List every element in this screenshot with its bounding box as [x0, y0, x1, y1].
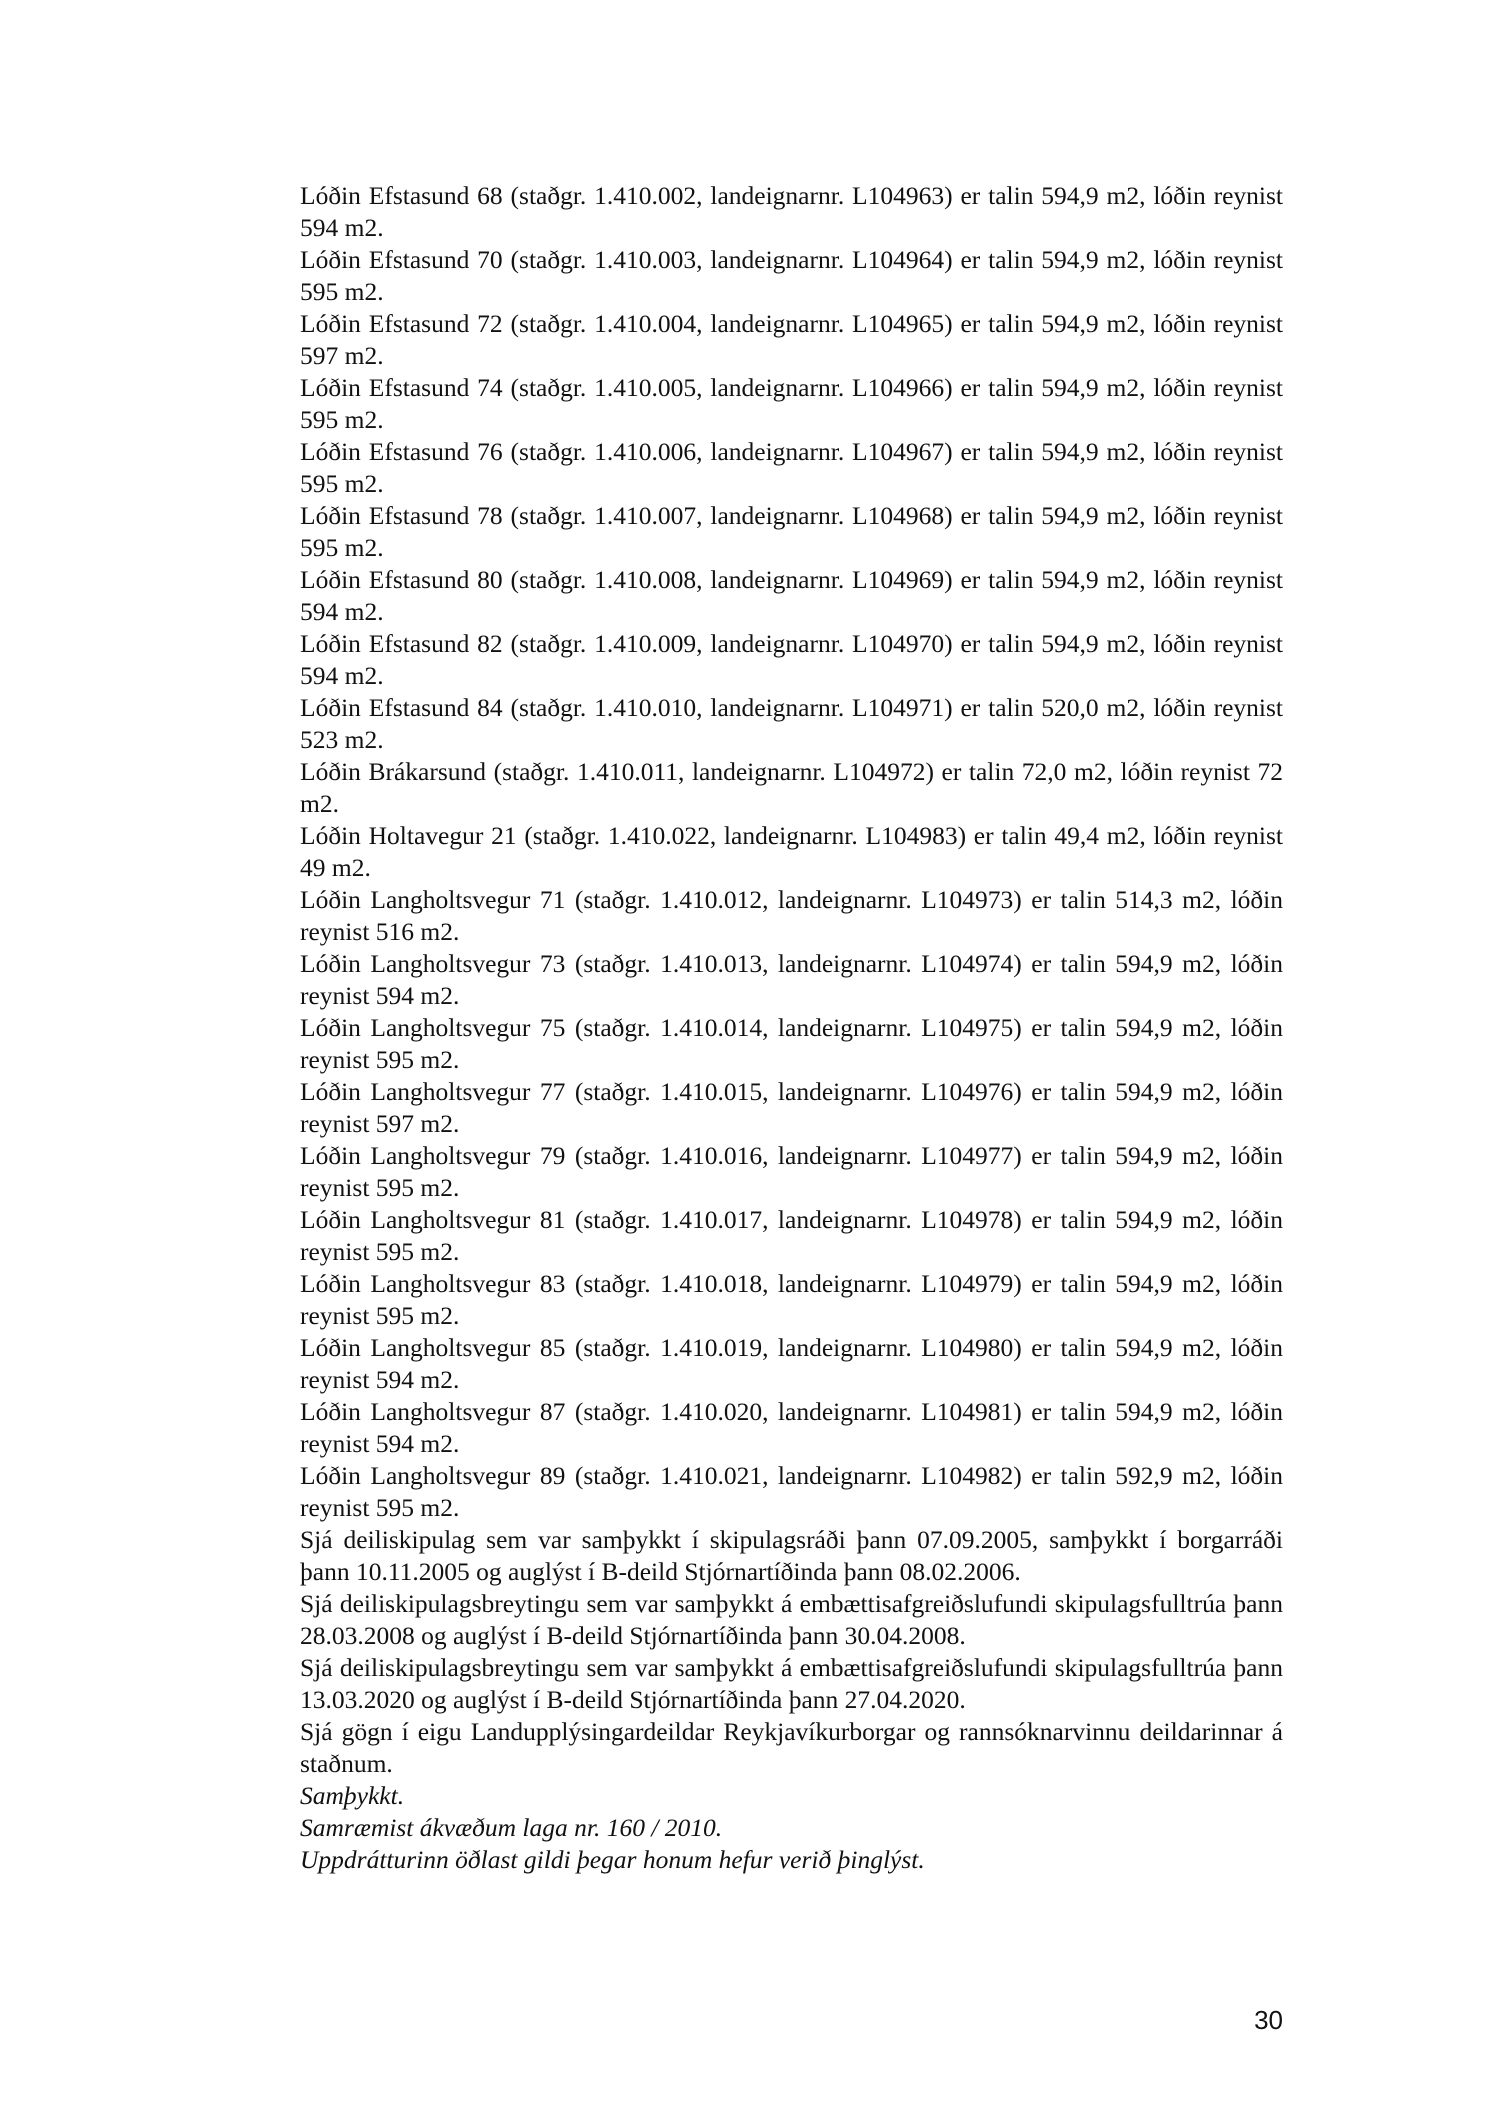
lot-paragraph: Lóðin Efstasund 68 (staðgr. 1.410.002, landeignarnr. L104963) er talin 594,9 m2, lóðin reynist 594 m2.: [300, 181, 1283, 242]
lot-paragraph: Lóðin Brákarsund (staðgr. 1.410.011, landeignarnr. L104972) er talin 72,0 m2, lóðin reynist 72 m2.: [300, 757, 1283, 818]
reference-paragraph: Sjá gögn í eigu Landupplýsingardeildar Reykjavíkurborgar og rannsóknarvinnu deildarinnar á staðnum.: [300, 1717, 1283, 1778]
reference-paragraph: Sjá deiliskipulag sem var samþykkt í skipulagsráði þann 07.09.2005, samþykkt í borgarráði þann 10.11.2005 og auglýst í B-deild Stjórnartíðinda þann 08.02.2006.: [300, 1525, 1283, 1586]
lot-paragraph: Lóðin Langholtsvegur 85 (staðgr. 1.410.019, landeignarnr. L104980) er talin 594,9 m2, lóðin reynist 594 m2.: [300, 1333, 1283, 1394]
reference-paragraph: Sjá deiliskipulagsbreytingu sem var samþykkt á embættisafgreiðslufundi skipulagsfulltrúa þann 28.03.2008 og auglýst í B-deild Stjórnartíðinda þann 30.04.2008.: [300, 1589, 1283, 1650]
document-body: [300, 180, 1283, 1876]
lot-paragraph: Lóðin Langholtsvegur 75 (staðgr. 1.410.014, landeignarnr. L104975) er talin 594,9 m2, lóðin reynist 595 m2.: [300, 1013, 1283, 1074]
approval-line: Samþykkt.: [300, 1781, 405, 1810]
lot-paragraph: Lóðin Holtavegur 21 (staðgr. 1.410.022, landeignarnr. L104983) er talin 49,4 m2, lóðin reynist 49 m2.: [300, 821, 1283, 882]
lot-paragraph: Lóðin Efstasund 82 (staðgr. 1.410.009, landeignarnr. L104970) er talin 594,9 m2, lóðin reynist 594 m2.: [300, 629, 1283, 690]
lot-paragraph: Lóðin Langholtsvegur 73 (staðgr. 1.410.013, landeignarnr. L104974) er talin 594,9 m2, lóðin reynist 594 m2.: [300, 949, 1283, 1010]
lot-paragraph: Lóðin Efstasund 78 (staðgr. 1.410.007, landeignarnr. L104968) er talin 594,9 m2, lóðin reynist 595 m2.: [300, 501, 1283, 562]
lot-paragraph: Lóðin Langholtsvegur 81 (staðgr. 1.410.017, landeignarnr. L104978) er talin 594,9 m2, lóðin reynist 595 m2.: [300, 1205, 1283, 1266]
validity-line: Uppdrátturinn öðlast gildi þegar honum hefur verið þinglýst.: [300, 1845, 925, 1874]
page-number: 30: [1254, 2005, 1283, 2035]
lot-paragraph: Lóðin Efstasund 74 (staðgr. 1.410.005, landeignarnr. L104966) er talin 594,9 m2, lóðin reynist 595 m2.: [300, 373, 1283, 434]
reference-paragraph: Sjá deiliskipulagsbreytingu sem var samþykkt á embættisafgreiðslufundi skipulagsfulltrúa þann 13.03.2020 og auglýst í B-deild Stjórnartíðinda þann 27.04.2020.: [300, 1653, 1283, 1714]
lot-paragraph: Lóðin Langholtsvegur 83 (staðgr. 1.410.018, landeignarnr. L104979) er talin 594,9 m2, lóðin reynist 595 m2.: [300, 1269, 1283, 1330]
lot-paragraph: Lóðin Langholtsvegur 89 (staðgr. 1.410.021, landeignarnr. L104982) er talin 592,9 m2, lóðin reynist 595 m2.: [300, 1461, 1283, 1522]
lot-paragraph: Lóðin Efstasund 76 (staðgr. 1.410.006, landeignarnr. L104967) er talin 594,9 m2, lóðin reynist 595 m2.: [300, 437, 1283, 498]
law-compliance-line: Samræmist ákvæðum laga nr. 160 / 2010.: [300, 1813, 723, 1842]
lot-paragraph: Lóðin Langholtsvegur 79 (staðgr. 1.410.016, landeignarnr. L104977) er talin 594,9 m2, lóðin reynist 595 m2.: [300, 1141, 1283, 1202]
lot-paragraph: Lóðin Langholtsvegur 77 (staðgr. 1.410.015, landeignarnr. L104976) er talin 594,9 m2, lóðin reynist 597 m2.: [300, 1077, 1283, 1138]
lot-paragraph: Lóðin Efstasund 72 (staðgr. 1.410.004, landeignarnr. L104965) er talin 594,9 m2, lóðin reynist 597 m2.: [300, 309, 1283, 370]
lot-paragraph: Lóðin Efstasund 84 (staðgr. 1.410.010, landeignarnr. L104971) er talin 520,0 m2, lóðin reynist 523 m2.: [300, 693, 1283, 754]
lot-paragraph: Lóðin Efstasund 70 (staðgr. 1.410.003, landeignarnr. L104964) er talin 594,9 m2, lóðin reynist 595 m2.: [300, 245, 1283, 306]
lot-paragraph: Lóðin Langholtsvegur 71 (staðgr. 1.410.012, landeignarnr. L104973) er talin 514,3 m2, lóðin reynist 516 m2.: [300, 885, 1283, 946]
lot-paragraph: Lóðin Efstasund 80 (staðgr. 1.410.008, landeignarnr. L104969) er talin 594,9 m2, lóðin reynist 594 m2.: [300, 565, 1283, 626]
lot-paragraph: Lóðin Langholtsvegur 87 (staðgr. 1.410.020, landeignarnr. L104981) er talin 594,9 m2, lóðin reynist 594 m2.: [300, 1397, 1283, 1458]
